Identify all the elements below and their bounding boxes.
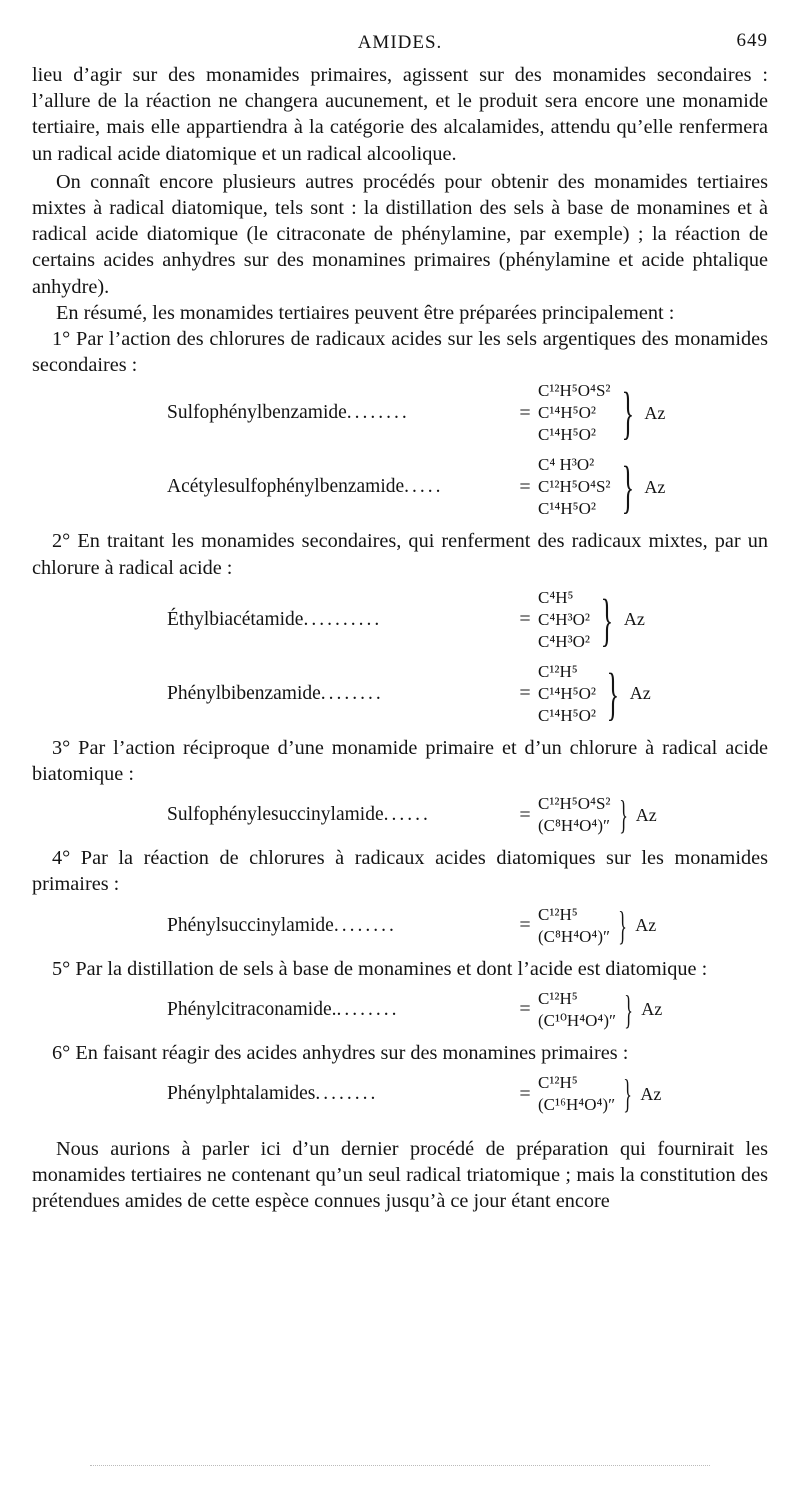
azote-symbol: Az <box>644 402 666 423</box>
leader-dots: ..... <box>404 476 444 498</box>
leader-dots: ........ <box>333 914 397 936</box>
formula-stack <box>538 454 611 520</box>
equals-sign: = <box>519 401 531 424</box>
formula-stack <box>538 793 611 837</box>
formula-name: Acétylesulfophénylbenzamide <box>167 476 405 498</box>
formula-stack <box>538 988 616 1032</box>
formula-line: C¹²H⁵ <box>538 904 578 924</box>
formula-name: Éthylbiacétamide <box>167 608 304 630</box>
closing-paragraph: Nous aurions à parler ici d’un dernier procédé de préparation qui fournirait les monamides tertiaires ne contenant qu’un seul radical triatomique ; mais la constitution des prétendues amides de cette espèce connues jusqu’à ce jour étant encore <box>32 1138 768 1213</box>
formula-acetylesulfophenylbenzamide <box>32 454 768 520</box>
equals-sign: = <box>519 682 531 705</box>
formula-line: (C¹⁶H⁴O⁴)″ <box>538 1095 616 1115</box>
formula-phenylcitraconamide <box>32 988 768 1032</box>
method-5-text: 5° Par la distillation de sels à base de monamines et dont l’acide est diatomique : <box>52 957 708 980</box>
right-brace-icon: } <box>618 792 628 838</box>
formula-phenylbibenzamide <box>32 661 768 727</box>
formula-stack <box>538 904 610 948</box>
formula-line: (C⁸H⁴O⁴)″ <box>538 816 611 836</box>
right-brace-icon: } <box>621 454 634 520</box>
method-2-text: 2° En traitant les monamides secondaires, qui renferment des radicaux mixtes, par un chlorure à radical acide : <box>32 530 768 579</box>
equals-sign: = <box>519 803 531 826</box>
paragraph-1: lieu d’agir sur des monamides primaires, agissent sur des monamides secondaires : l’allure de la réaction ne changera aucunement, et le produit sera encore une monamide tertiaire, mais elle appartiendra à la catégorie des alcalamides, attendu qu’elle renfermera un radical acide diatomique et un radical alcoolique. <box>32 64 768 165</box>
formula-line: C¹²H⁵ <box>538 988 578 1008</box>
equals-sign: = <box>519 998 531 1021</box>
formula-line: C¹⁴H⁵O² <box>538 705 596 725</box>
formula-line: C¹⁴H⁵O² <box>538 683 596 703</box>
equals-sign: = <box>519 475 531 498</box>
formula-sulfophenylesuccinylamide <box>32 793 768 837</box>
equals-sign: = <box>519 608 531 631</box>
formula-line: (C¹⁰H⁴O⁴)″ <box>538 1010 617 1030</box>
formula-line: C⁴ H³O² <box>538 455 595 475</box>
formula-line: (C⁸H⁴O⁴)″ <box>538 926 611 946</box>
formula-line: C¹²H⁵ <box>538 661 578 681</box>
formula-stack <box>538 661 596 727</box>
paragraph-3: En résumé, les monamides tertiaires peuvent être préparées principalement : <box>56 301 675 324</box>
leader-dots: ...... <box>383 804 431 826</box>
formula-name: Phénylsuccinylamide <box>167 914 334 936</box>
right-brace-icon: } <box>600 586 614 652</box>
equals-sign: = <box>519 1082 531 1105</box>
method-6-text: 6° En faisant réagir des acides anhydres sur des monamines primaires : <box>52 1041 629 1064</box>
formula-ethylbiacetamide <box>32 587 768 653</box>
bleed-through-line <box>90 1465 710 1466</box>
formula-line: C⁴H⁵ <box>538 587 574 607</box>
azote-symbol: Az <box>635 915 657 936</box>
formula-line: C⁴H³O² <box>538 631 591 651</box>
running-title: AMIDES. <box>357 32 443 53</box>
formula-name: Phénylcitraconamide. <box>167 998 337 1020</box>
azote-symbol: Az <box>641 999 663 1020</box>
azote-symbol: Az <box>635 804 657 825</box>
formula-line: C¹⁴H⁵O² <box>538 499 596 519</box>
formula-name: Phénylbibenzamide <box>167 682 321 704</box>
method-3-text: 3° Par l’action réciproque d’une monamide primaire et d’un chlorure à radical acide biatomique : <box>32 736 768 786</box>
method-1-text: 1° Par l’action des chlorures de radicaux acides sur les sels argentiques des monamides secondaires : <box>32 328 768 377</box>
formula-line: C¹⁴H⁵O² <box>538 425 596 445</box>
formula-stack <box>538 1072 615 1116</box>
leader-dots: ........ <box>336 998 400 1020</box>
book-page <box>32 30 768 1215</box>
formula-line: C¹²H⁵ <box>538 1073 578 1093</box>
azote-symbol: Az <box>623 609 645 630</box>
right-brace-icon: } <box>621 380 634 446</box>
method-4-text: 4° Par la réaction de chlorures à radicaux acides diatomiques sur les monamides primaires : <box>32 847 768 896</box>
formula-line: C¹⁴H⁵O² <box>538 403 596 423</box>
formula-line: C¹²H⁵O⁴S² <box>538 381 611 401</box>
page-header <box>32 30 768 62</box>
right-brace-icon: } <box>618 902 628 948</box>
formula-phenylsuccinylamide <box>32 904 768 948</box>
azote-symbol: Az <box>629 683 651 704</box>
formula-line: C¹²H⁵O⁴S² <box>538 794 611 814</box>
right-brace-icon: } <box>624 986 633 1032</box>
leader-dots: ........ <box>346 402 410 424</box>
equals-sign: = <box>519 914 531 937</box>
paragraph-2: On connaît encore plusieurs autres procédés pour obtenir des monamides tertiaires mixtes à radical diatomique, tels sont : la distillation des sels à base de monamines et à radical acide diatomique (le citraconate de phénylamine, par exemple) ; la réaction de certains acides anhydres sur des monamines primaires (phénylamine et acide phtalique anhydre). <box>32 170 768 298</box>
formula-sulfophenylbenzamide <box>32 380 768 446</box>
azote-symbol: Az <box>640 1083 662 1104</box>
formula-line: C⁴H³O² <box>538 609 591 629</box>
formula-stack <box>538 587 590 653</box>
formula-line: C¹²H⁵O⁴S² <box>538 477 611 497</box>
right-brace-icon: } <box>623 1071 633 1117</box>
formula-phenylphtalamides <box>32 1072 768 1116</box>
page-number: 649 <box>736 30 768 51</box>
formula-stack <box>538 380 611 446</box>
leader-dots: ........ <box>320 682 384 704</box>
leader-dots: .......... <box>303 608 383 630</box>
formula-name: Sulfophénylesuccinylamide <box>167 804 384 826</box>
right-brace-icon: } <box>606 660 620 726</box>
formula-name: Phénylphtalamides <box>167 1083 316 1105</box>
azote-symbol: Az <box>644 476 666 497</box>
leader-dots: ........ <box>315 1083 379 1105</box>
formula-name: Sulfophénylbenzamide <box>167 402 347 424</box>
